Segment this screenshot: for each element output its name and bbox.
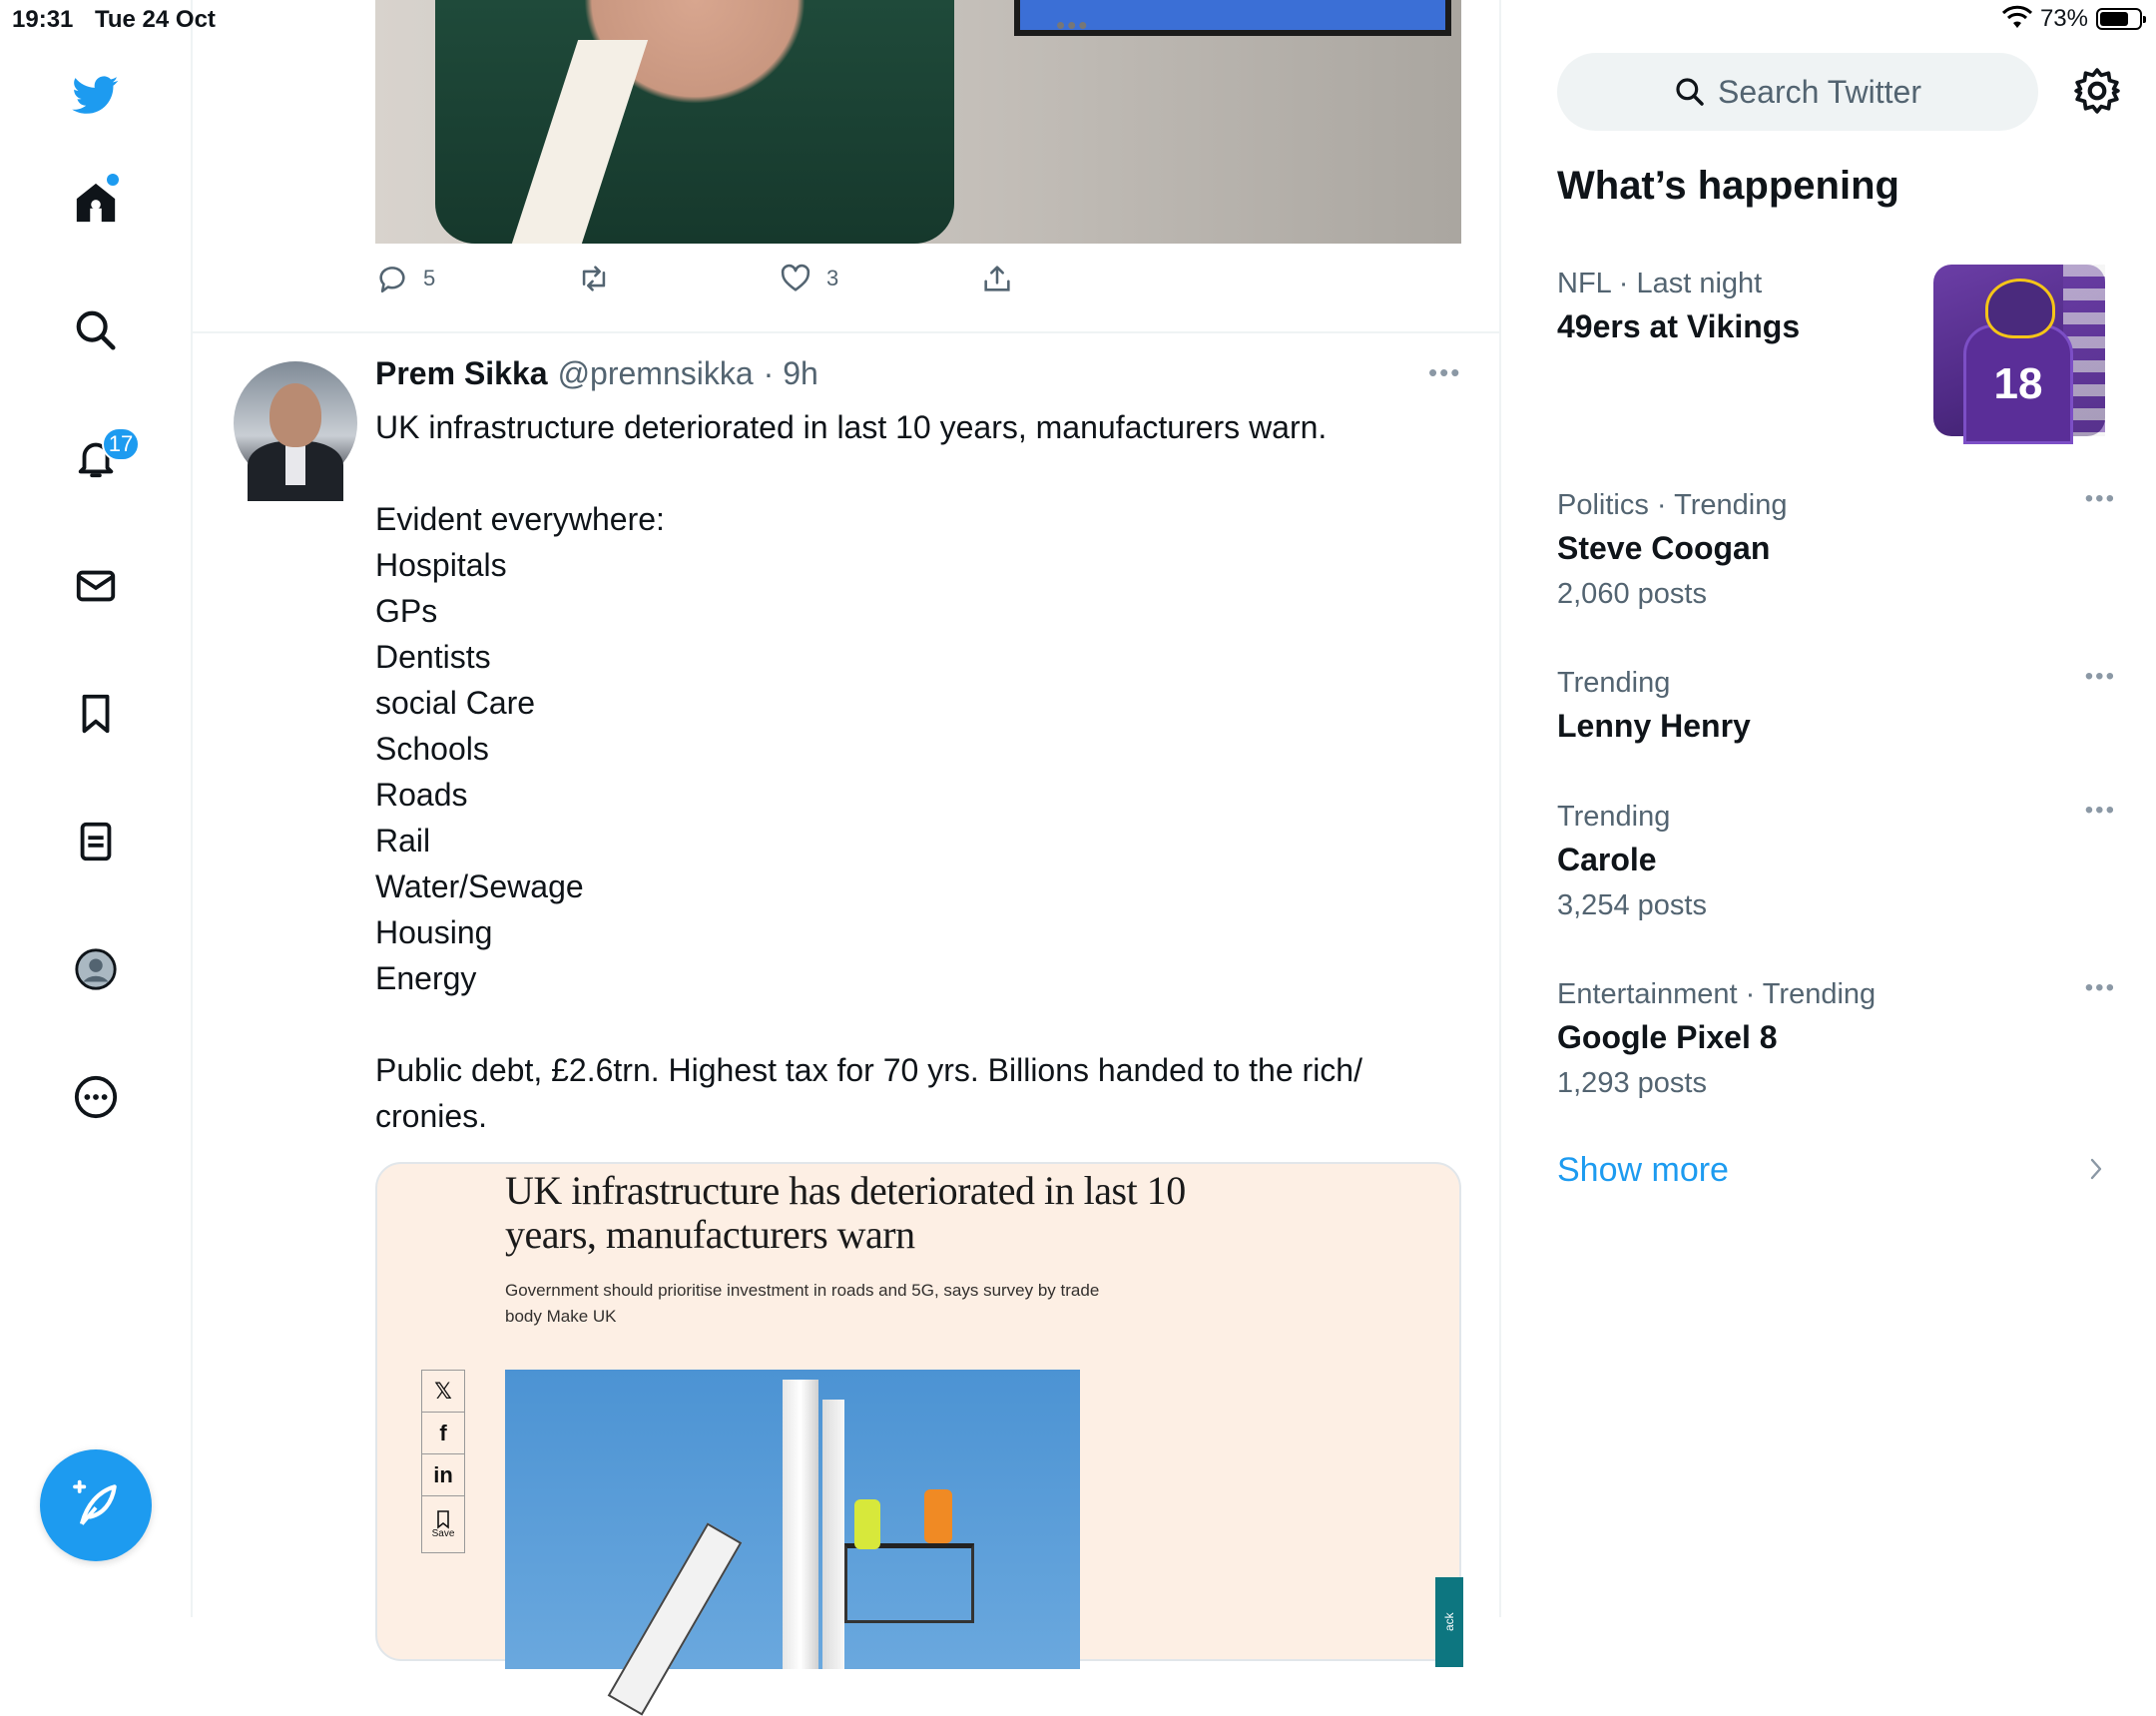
tweet-list — [375, 496, 1473, 1001]
compose-feather-icon — [68, 1477, 124, 1533]
twitter-logo-icon[interactable] — [65, 64, 127, 126]
like-button[interactable] — [779, 262, 980, 295]
tweet-text — [375, 404, 1473, 1185]
left-nav-rail — [0, 0, 193, 1617]
settings-gear-icon[interactable] — [2072, 66, 2122, 116]
trend-item[interactable] — [1557, 485, 2116, 617]
linkedin-share-icon: in — [422, 1454, 464, 1496]
retweet-icon — [577, 262, 611, 295]
trend-meta: Entertainment · Trending — [1557, 978, 1877, 1010]
battery-icon — [2096, 8, 2142, 30]
like-count: 3 — [826, 266, 839, 290]
article-subhead: Government should prioritise investment in roads and 5G, says survey by trade body Make UK — [505, 1281, 1100, 1326]
tweet-list-item: Schools — [375, 731, 489, 767]
trend-meta: Trending — [1557, 667, 1671, 699]
trend-count: 3,254 posts — [1557, 889, 1707, 921]
save-label: Save — [431, 1527, 455, 1539]
status-indicators — [2002, 5, 2142, 33]
reply-icon — [375, 262, 409, 295]
trend-name: Lenny Henry — [1557, 708, 1751, 744]
facebook-share-icon: f — [422, 1413, 464, 1454]
trend-meta: Trending — [1557, 801, 1671, 833]
status-bar — [0, 0, 2156, 40]
article-card[interactable] — [375, 1162, 1461, 1661]
tweet-list-item: GPs — [375, 593, 438, 629]
tweet-divider — [193, 331, 1501, 333]
trend-count: 2,060 posts — [1557, 578, 1707, 610]
timeline — [193, 0, 1501, 1632]
trend-more-button[interactable]: ••• — [2084, 974, 2116, 1001]
retweet-button[interactable] — [577, 262, 779, 295]
author-avatar[interactable] — [234, 361, 357, 485]
status-date: Tue 24 Oct — [95, 6, 216, 33]
right-sidebar — [1501, 0, 2156, 1617]
tweet-list-item: Water/Sewage — [375, 868, 584, 904]
notifications-badge: 17 — [102, 427, 140, 461]
lists-icon[interactable] — [65, 811, 127, 872]
chevron-right-icon — [2084, 1154, 2108, 1184]
trend-item[interactable] — [1557, 797, 2116, 928]
compose-tweet-button[interactable] — [40, 1449, 152, 1561]
messages-envelope-icon[interactable] — [65, 555, 127, 617]
trend-count: 1,293 posts — [1557, 1067, 1707, 1099]
trend-name: Steve Coogan — [1557, 530, 1771, 566]
explore-search-icon[interactable] — [65, 299, 127, 361]
tweet-list-item: Roads — [375, 777, 468, 813]
tweet-list-heading: Evident everywhere: — [375, 501, 665, 537]
trend-item[interactable] — [1557, 663, 2116, 749]
author-name[interactable]: Prem Sikka — [375, 355, 548, 391]
heart-icon — [779, 262, 812, 295]
search-placeholder: Search Twitter — [1718, 73, 1921, 110]
trend-meta: NFL · Last night — [1557, 268, 1763, 299]
share-button[interactable] — [980, 262, 1182, 295]
trend-name: Google Pixel 8 — [1557, 1019, 1778, 1055]
trend-meta: Politics · Trending — [1557, 489, 1788, 521]
tweet-intro: UK infrastructure deteriorated in last 10 years, manufacturers warn. — [375, 409, 1328, 445]
tweet-more-button[interactable]: ••• — [1428, 357, 1462, 387]
reply-count: 5 — [423, 266, 436, 290]
jersey-number: 18 — [1963, 324, 2073, 444]
battery-percent: 73% — [2039, 5, 2088, 32]
search-input[interactable] — [1557, 53, 2038, 131]
trend-more-button[interactable]: ••• — [2084, 797, 2116, 824]
share-upload-icon — [980, 262, 1014, 295]
more-options-icon[interactable] — [65, 1066, 127, 1128]
article-headline: UK infrastructure has deteriorated in last 10 years, manufacturers warn — [505, 1168, 1186, 1257]
author-handle[interactable]: @premnsikka — [557, 355, 754, 391]
trend-name: Carole — [1557, 842, 1657, 877]
article-photo — [505, 1370, 1080, 1669]
whats-happening-title: What’s happening — [1557, 164, 1899, 208]
trend-item[interactable] — [1557, 974, 2116, 1106]
save-bookmark-icon — [422, 1496, 464, 1552]
home-new-indicator — [107, 174, 119, 186]
trend-more-button[interactable]: ••• — [2084, 485, 2116, 512]
tweet-list-item: Energy — [375, 960, 477, 996]
trend-thumbnail[interactable] — [1933, 265, 2105, 436]
tweet-list-item: Rail — [375, 823, 431, 858]
status-time: 19:31 — [12, 6, 74, 33]
tweet-list-item: Dentists — [375, 639, 491, 675]
profile-avatar-icon[interactable] — [65, 938, 127, 1000]
reply-button[interactable] — [375, 262, 577, 295]
article-share-bar — [421, 1370, 465, 1553]
tweet-timestamp[interactable]: · 9h — [763, 355, 818, 391]
article-side-tab: ack — [1435, 1577, 1463, 1667]
bookmarks-icon[interactable] — [65, 683, 127, 745]
trend-name: 49ers at Vikings — [1557, 308, 1801, 344]
previous-tweet-actions — [375, 262, 1182, 295]
x-share-icon: 𝕏 — [422, 1371, 464, 1413]
search-icon — [1674, 76, 1706, 108]
tweet-list-item: Housing — [375, 914, 493, 950]
show-more-link[interactable]: Show more — [1557, 1151, 1729, 1189]
tweet-header — [375, 355, 818, 392]
trend-more-button[interactable]: ••• — [2084, 663, 2116, 690]
wifi-icon — [2002, 8, 2032, 30]
tweet-list-item: Hospitals — [375, 547, 507, 583]
tweet-list-item: social Care — [375, 685, 536, 721]
multitasking-dots[interactable]: ••• — [1056, 10, 1090, 40]
tweet-closing: Public debt, £2.6trn. Highest tax for 70 yrs. Billions handed to the rich/ cronies. — [375, 1052, 1362, 1134]
